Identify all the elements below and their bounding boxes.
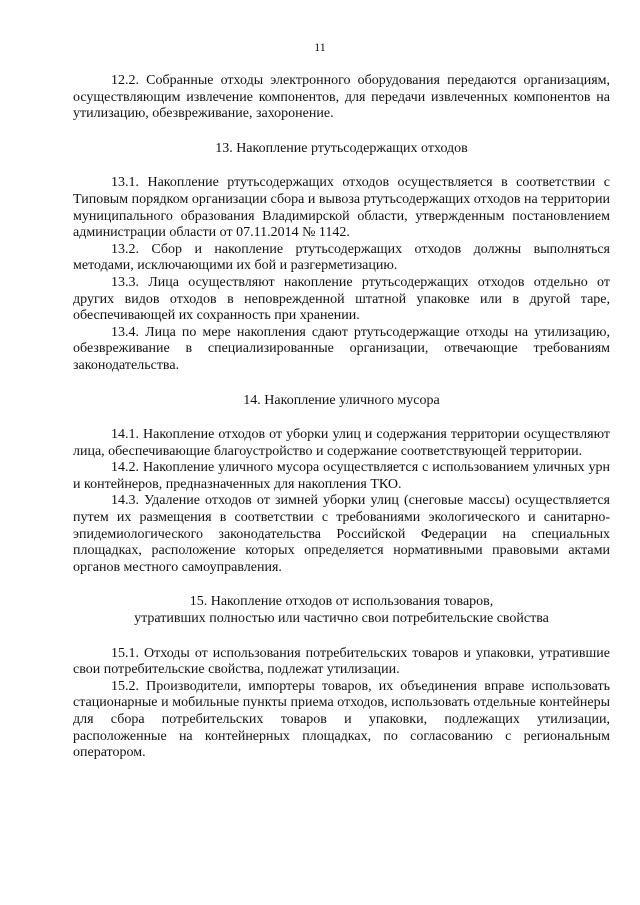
spacer [73,628,610,646]
paragraph-12-2: 12.2. Собранные отходы электронного оборудования передаются организациям, осуществляющим извлечение компонентов, для передачи извлеченных компонентов на утилизацию, обезвреживание, захоронение. [73,73,610,122]
paragraph-13-1: 13.1. Накопление ртутьсодержащих отходов осуществляется в соответствии с Типовым порядком организации сбора и вывоза ртутьсодержащих отходов на территории муниципального образования Владимирской области, утвержденным постановлением администрации области от 07.11.2014 № 1142. [73,175,610,241]
spacer [73,409,610,427]
paragraph-14-2: 14.2. Накопление уличного мусора осуществляется с использованием уличных урн и контейнеров, предназначенных для накопления ТКО. [73,460,610,492]
spacer [73,576,610,594]
paragraph-14-1: 14.1. Накопление отходов от уборки улиц и содержания территории осуществляют лица, обеспечивающие благоустройство и содержание соответствующей территории. [73,427,610,459]
paragraph-14-3: 14.3. Удаление отходов от зимней уборки улиц (снеговые массы) осуществляется путем их размещения в соответствии с требованиями экологического и санитарно-эпидемиологического законодательства Российской Федерации на специальных площадках, расположение которых определяется нормативными правовыми актами органов местного самоуправления. [73,493,610,575]
section-heading-15-line-1: 15. Накопление отходов от использования товаров, [189,594,494,610]
spacer [73,123,610,141]
paragraph-13-3: 13.3. Лица осуществляют накопление ртутьсодержащих отходов отдельно от других видов отходов в неповрежденной штатной упаковке или в другой таре, обеспечивающей их сохранность при хранении. [73,274,610,324]
spacer [73,157,610,175]
document-body [73,73,610,762]
section-heading-15-line-2: утративших полностью или частично свои потребительские свойства [134,611,549,627]
section-heading-13: 13. Накопление ртутьсодержащих отходов [215,140,468,156]
paragraph-15-1: 15.1. Отходы от использования потребительских товаров и упаковки, утратившие свои потребительские свойства, подлежат утилизации. [73,645,610,678]
spacer [73,375,610,393]
paragraph-13-4: 13.4. Лица по мере накопления сдают ртутьсодержащие отходы на утилизацию, обезвреживание в специализированные организации, отвечающие требованиям законодательства. [73,324,610,373]
page-number: 11 [314,40,326,54]
paragraph-13-2: 13.2. Сбор и накопление ртутьсодержащих отходов должны выполняться методами, исключающими их бой и разгерметизацию. [73,241,610,274]
section-heading-14: 14. Накопление уличного мусора [243,392,440,408]
paragraph-15-2: 15.2. Производители, импортеры товаров, их объединения вправе использовать стационарные и мобильные пункты приема отходов, использовать отдельные контейнеры для сбора потребительских товаров и упаковки, подлежащих утилизации, расположенные на контейнерных площадках, по согласованию с региональным оператором. [73,678,610,761]
